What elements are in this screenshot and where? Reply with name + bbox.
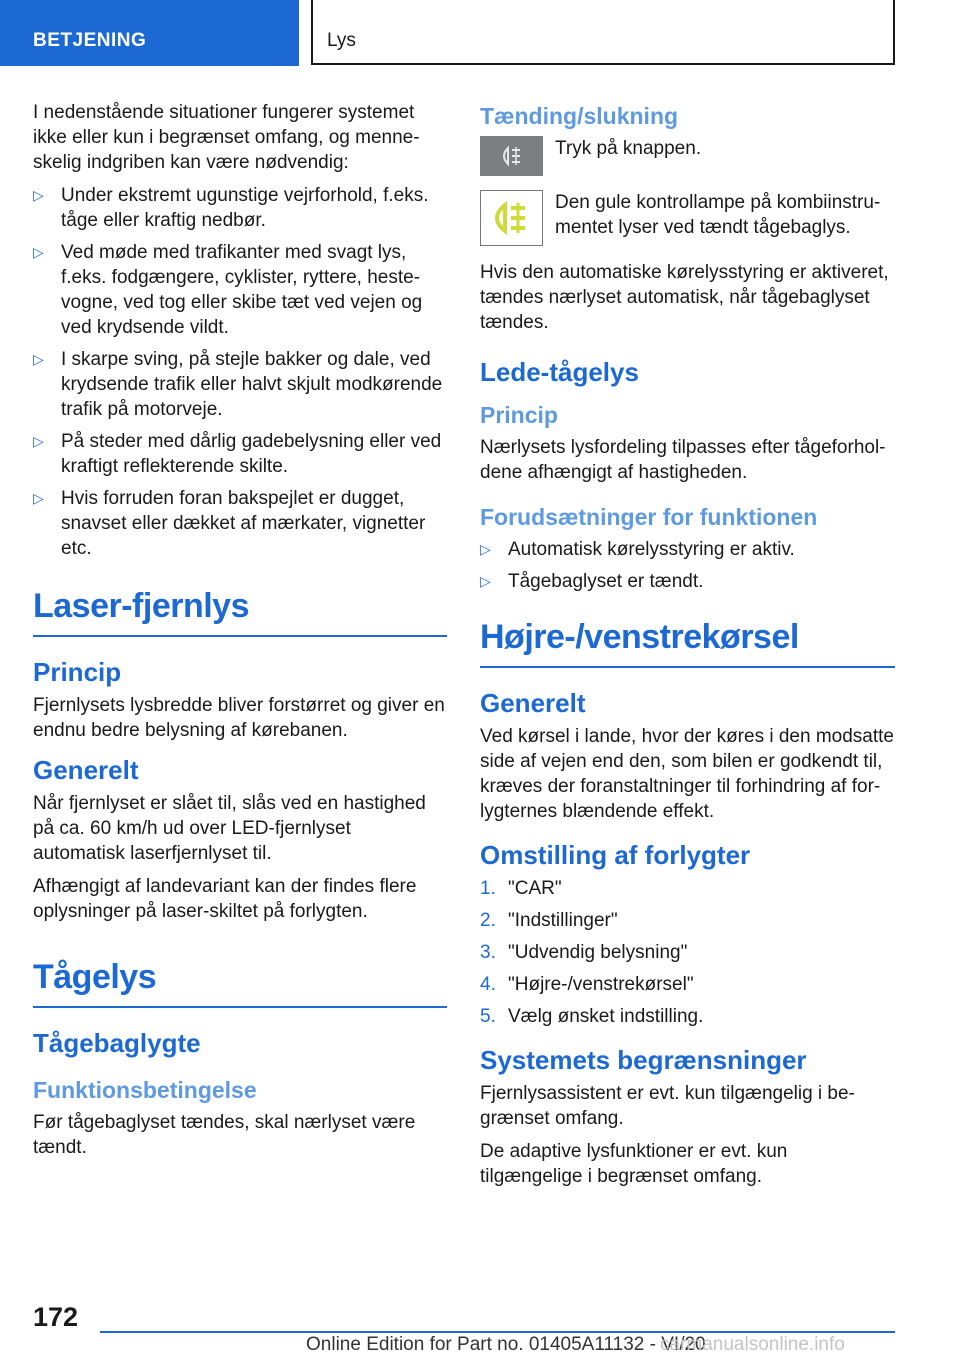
list-item: 3. "Udvendig belysning" [480, 942, 688, 963]
omstilling-heading: Omstilling af forlygter [480, 840, 751, 870]
list-item: ▷ Automatisk kørelysstyring er aktiv. [480, 539, 795, 560]
taagebaglygte-heading: Tågebaglygte [33, 1028, 201, 1058]
page-footer [0, 1290, 960, 1362]
taagelys-heading: Tågelys [33, 958, 447, 1008]
laser-heading: Laser-fjernlys [33, 587, 447, 637]
princip-heading: Princip [33, 657, 122, 687]
list-item: 5. Vælg ønsket indstilling. [480, 1006, 704, 1027]
auto-text: Hvis den automatiske kørelysstyring er aktiveret, tændes nærlyset automatisk, når tågebaglyset tændes. [480, 262, 889, 333]
generelt-text: Når fjernlyset er slået til, slås ved en hastighed på ca. 60 km/h ud over LED-fjernlyset automatisk laserfjernlyset til. [33, 793, 426, 864]
foruds-heading: Forudsætninger for funktionen [480, 504, 818, 530]
triangle-bullet-icon: ▷ [33, 433, 44, 449]
list-item: ▷ På steder med dårlig gadebelysning eller ved kraftigt reflekterende skilte. [33, 431, 442, 477]
system-heading: Systemets begrænsninger [480, 1045, 807, 1075]
foruds-list [480, 537, 895, 594]
press-button-row [480, 136, 895, 176]
page-number: 172 [33, 1302, 79, 1332]
list-item: 4. "Højre-/venstrekørsel" [480, 974, 694, 995]
system-text: De adaptive lysfunktioner er evt. kun tilgængelige i begrænset omfang. [480, 1141, 788, 1187]
left-column [33, 100, 447, 1168]
list-item: ▷ Hvis forruden foran bakspejlet er dugget, snavset eller dækket af mærkater, vignetter etc. [33, 488, 426, 559]
fog-light-indicator-icon [480, 190, 543, 246]
list-item: 2. "Indstillinger" [480, 910, 618, 931]
steps-list [480, 876, 895, 1029]
edition-text: Online Edition for Part no. 01405A11132 - VI/20 [306, 1334, 706, 1355]
triangle-bullet-icon: ▷ [480, 573, 491, 589]
triangle-bullet-icon: ▷ [33, 490, 44, 506]
princip-heading: Princip [480, 402, 558, 428]
generelt-heading: Generelt [480, 688, 586, 718]
right-column [480, 100, 895, 1197]
press-text: Tryk på knappen. [555, 138, 702, 159]
list-item: ▷ Tågebaglyset er tændt. [480, 571, 704, 592]
triangle-bullet-icon: ▷ [33, 187, 44, 203]
funktion-heading: Funktionsbetingelse [33, 1077, 257, 1103]
lede-heading: Lede-tågelys [480, 357, 639, 387]
generelt-text: Afhængigt af landevariant kan der findes flere oplysninger på laser-skiltet på forlygten. [33, 876, 417, 922]
lamp-text: Den gule kontrollampe på kombiinstru-mentet lyser ved tændt tågebaglys. [555, 192, 881, 238]
conditions-list [33, 183, 447, 561]
indicator-row [480, 190, 895, 246]
funktion-text: Før tågebaglyset tændes, skal nærlyset være tændt. [33, 1112, 416, 1158]
footer-divider [100, 1331, 895, 1333]
fog-light-button-icon [480, 136, 543, 176]
princip-text: Nærlysets lysfordeling tilpasses efter tågeforhol-dene afhængigt af hastigheden. [480, 437, 886, 483]
chapter-tab: Lys [311, 0, 895, 65]
page-header [0, 0, 960, 66]
section-tab: BETJENING [0, 0, 299, 66]
hojre-heading: Højre-/venstrekørsel [480, 618, 895, 668]
list-item: ▷ Ved møde med trafikanter med svagt lys, f.eks. fodgængere, cyklister, ryttere, heste-vogne, ved tog eller skibe tæt ved vejen og ved krydsende vildt. [33, 242, 423, 338]
list-item: ▷ I skarpe sving, på stejle bakker og dale, ved krydsende trafik eller halvt skjult modkørende trafik på motorveje. [33, 349, 443, 420]
list-item: 1. "CAR" [480, 878, 562, 899]
triangle-bullet-icon: ▷ [33, 351, 44, 367]
generelt-text: Ved kørsel i lande, hvor der køres i den modsatte side af vejen end den, som bilen er godkendt til, kræves der foranstaltninger til forhindring af for-lygternes blændende effekt. [480, 726, 894, 822]
intro-text: I nedenstående situationer fungerer systemet ikke eller kun i begrænset omfang, og menne-skelig indgriben kan være nødvendig: [33, 102, 420, 173]
generelt-heading: Generelt [33, 755, 139, 785]
system-text: Fjernlysassistent er evt. kun tilgængelig i be-grænset omfang. [480, 1083, 855, 1129]
watermark: carmanualsonline.info [660, 1334, 845, 1355]
triangle-bullet-icon: ▷ [480, 541, 491, 557]
triangle-bullet-icon: ▷ [33, 244, 44, 260]
princip-text: Fjernlysets lysbredde bliver forstørret og giver en endnu bedre belysning af kørebanen. [33, 695, 445, 741]
list-item: ▷ Under ekstremt ugunstige vejrforhold, f.eks. tåge eller kraftig nedbør. [33, 185, 429, 231]
taending-heading: Tænding/slukning [480, 103, 679, 129]
